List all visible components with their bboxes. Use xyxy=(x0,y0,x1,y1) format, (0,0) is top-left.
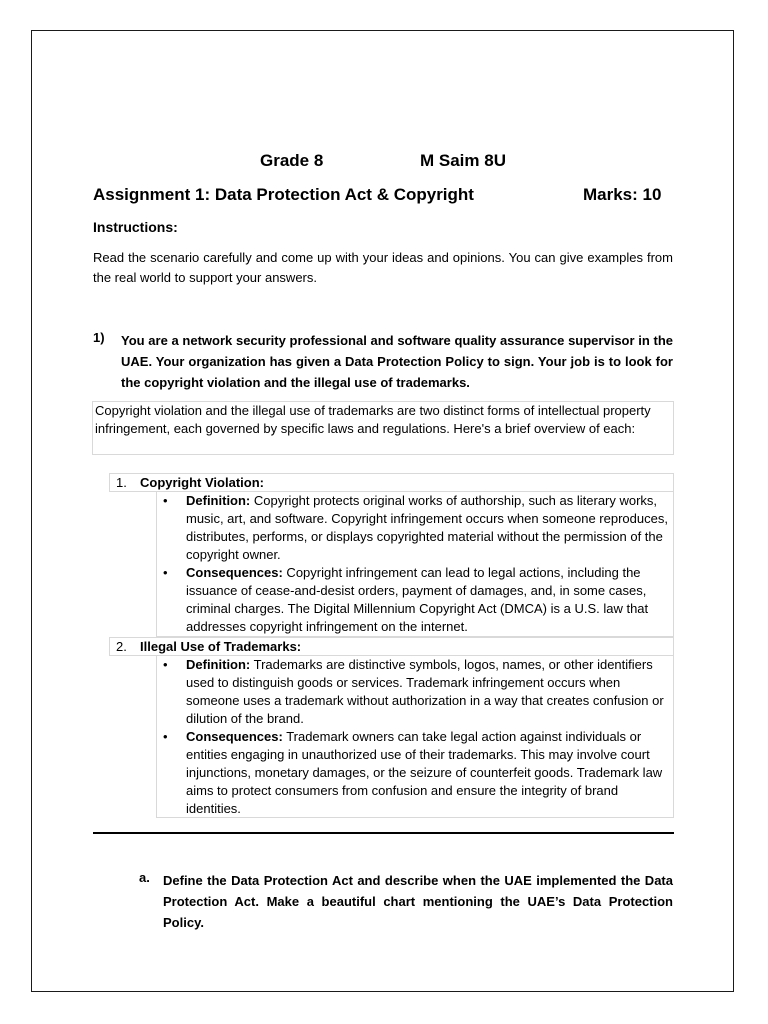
list-item-number: 2. xyxy=(116,639,127,654)
list-item-copyright-violation xyxy=(109,473,674,492)
marks-label: Marks: 10 xyxy=(583,185,662,204)
bullet-dot-icon: • xyxy=(163,493,168,508)
bullet-dot-icon: • xyxy=(163,729,168,744)
list-item-title: Illegal Use of Trademarks: xyxy=(140,639,302,654)
question-a-label: a. xyxy=(139,870,150,885)
grade-heading: Grade 8 xyxy=(260,151,324,170)
copyright-bullets xyxy=(156,492,674,637)
bullet-copyright-definition xyxy=(157,492,673,564)
list-item-number: 1. xyxy=(116,475,127,490)
student-name: M Saim 8U xyxy=(420,151,506,170)
list-item-illegal-trademarks xyxy=(109,637,674,656)
bullet-trademark-consequences xyxy=(157,728,673,818)
bullet-text: Copyright protects original works of authorship, such as literary works, music, art, and software. Copyright infringement occurs when someone reproduces, distributes, performs, or displays copyrighted material without the permission of the copyright owner. xyxy=(186,493,668,562)
question-1-number: 1) xyxy=(93,330,105,345)
instructions-text: Read the scenario carefully and come up with your ideas and opinions. You can give examples from the real world to support your answers. xyxy=(93,250,673,285)
trademark-bullets xyxy=(156,656,674,818)
assignment-title: Assignment 1: Data Protection Act & Copyright xyxy=(93,185,474,204)
bullet-label: Consequences: xyxy=(186,565,283,580)
bullet-label: Definition: xyxy=(186,657,251,672)
question-a-text: Define the Data Protection Act and describe when the UAE implemented the Data Protection Act. Make a beautiful chart mentioning the UAE’s Data Protection Policy. xyxy=(163,873,673,930)
bullet-text: Trademarks are distinctive symbols, logos, names, or other identifiers used to distinguish goods or services. Trademark infringement occurs when someone uses a trademark without authorization in a way that creates confusion or dilution of the brand. xyxy=(186,657,664,726)
bullet-text: Copyright infringement can lead to legal actions, including the issuance of cease-and-desist orders, payment of damages, and, in some cases, criminal charges. The Digital Millennium Copyright Act (DMCA) is a U.S. law that addresses copyright infringement on the internet. xyxy=(186,565,649,634)
bullet-copyright-consequences xyxy=(157,564,673,636)
bullet-dot-icon: • xyxy=(163,657,168,672)
question-1-text: You are a network security professional and software quality assurance supervisor in the UAE. Your organization has given a Data Protection Policy to sign. Your job is to look for the copyright violation and the illegal use of trademarks. xyxy=(121,333,673,390)
bullet-trademark-definition xyxy=(157,656,673,728)
bullet-label: Definition: xyxy=(186,493,251,508)
answer-intro: Copyright violation and the illegal use of trademarks are two distinct forms of intellectual property infringement, each governed by specific laws and regulations. Here's a brief overview of each: xyxy=(92,401,674,455)
instructions-label: Instructions: xyxy=(93,219,178,235)
list-item-title: Copyright Violation: xyxy=(140,475,264,490)
bullet-text: Trademark owners can take legal action against individuals or entities engaging in unauthorized use of their trademarks. This may involve court injunctions, monetary damages, or the seizure of counterfeit goods. Trademark law aims to protect consumers from confusion and ensure the integrity of brand identities. xyxy=(186,729,663,816)
bullet-label: Consequences: xyxy=(186,729,283,744)
horizontal-divider xyxy=(93,832,674,834)
bullet-dot-icon: • xyxy=(163,565,168,580)
